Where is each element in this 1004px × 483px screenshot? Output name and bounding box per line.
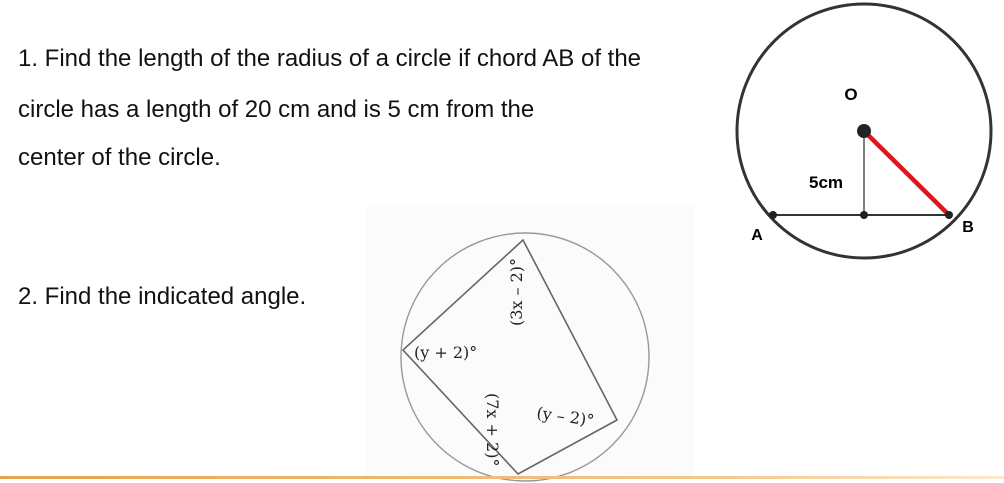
point-b xyxy=(945,211,953,219)
label-a: A xyxy=(751,227,763,244)
figure-2-background xyxy=(366,205,694,479)
angle-label-right: (y – 2)° xyxy=(535,403,596,431)
question-2-text: 2. Find the indicated angle. xyxy=(18,283,307,310)
question-1-line-1: 1. Find the length of the radius of a circle if chord AB of the xyxy=(18,45,642,72)
angle-label-left: (y + 2)° xyxy=(414,343,478,362)
question-1-line-2: circle has a length of 20 cm and is 5 cm from the xyxy=(18,96,535,123)
angle-label-bottom-left: (7x + 2)° xyxy=(483,393,502,467)
figure-2-cyclic-quadrilateral xyxy=(366,205,694,481)
chord-midpoint xyxy=(860,211,868,219)
label-b: B xyxy=(962,219,974,236)
label-center-o: O xyxy=(844,85,858,104)
label-distance: 5cm xyxy=(808,173,844,192)
radius-ob xyxy=(864,131,949,215)
question-1-line-3: center of the circle. xyxy=(18,144,221,171)
figure-1-chord-diagram xyxy=(737,4,991,258)
center-point xyxy=(857,124,871,138)
angle-label-top: (3x – 2)° xyxy=(507,258,526,327)
point-a xyxy=(769,211,777,219)
bottom-divider xyxy=(0,476,1004,479)
